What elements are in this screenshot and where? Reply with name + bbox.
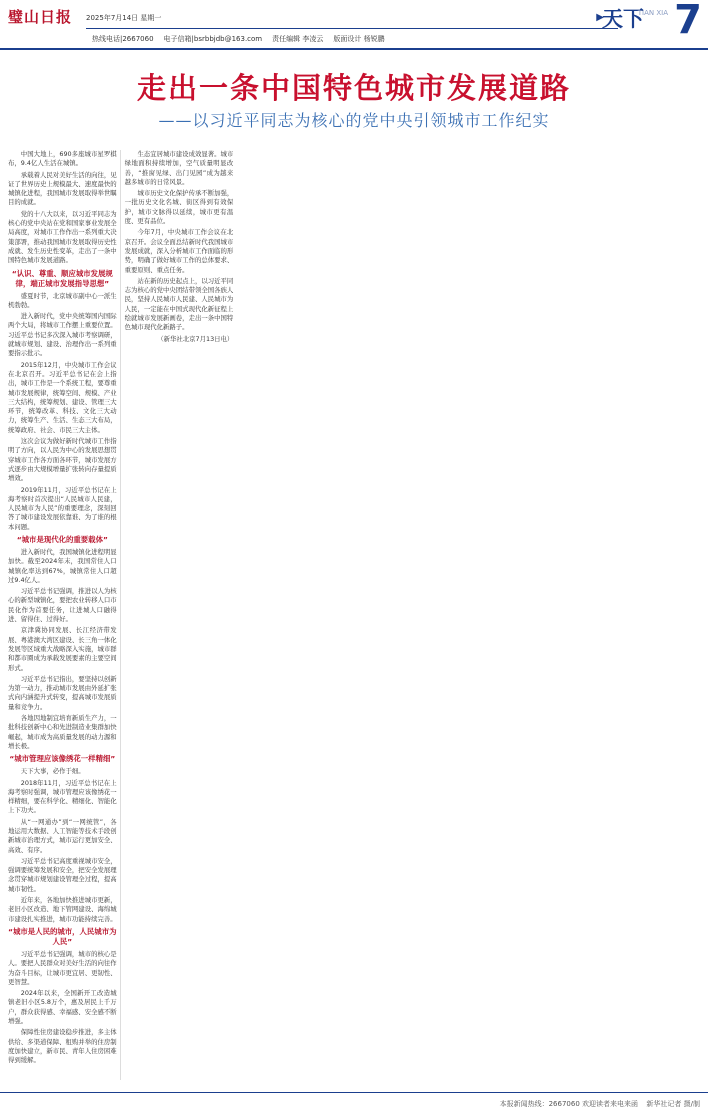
contact-info bbox=[92, 33, 385, 45]
section-heading: “城市管理应该像绣花一样精细” bbox=[9, 754, 116, 764]
masthead-divider bbox=[0, 48, 708, 50]
email: 电子信箱|bsrbbjdb@163.com bbox=[163, 35, 263, 43]
article-paragraph: 生态宜居城市建设成效显著。城市绿地面积持续增加，空气质量明显改善，“推窗见绿、出门见园”成为越来越多城市的日常风景。 bbox=[124, 150, 234, 186]
footer-credit: 新华社记者 摄/制 bbox=[646, 1100, 700, 1108]
article-paragraph: 站在新的历史起点上，以习近平同志为核心的党中央团结带领全国各族人民，坚持人民城市人民建、人民城市为人民，一定能在中国式现代化新征程上绘就城市发展新画卷，走出一条中国特色城市现代化新路子。 bbox=[124, 276, 234, 332]
section-heading: “城市是人民的城市，人民城市为人民” bbox=[8, 926, 117, 946]
article-paragraph: 2019年11月，习近平总书记在上海考察时首次提出“人民城市人民建，人民城市为人民”的重要理念，深刻回答了城市建设发展依靠谁、为了谁的根本问题。 bbox=[8, 485, 117, 531]
article-paragraph: 这次会议为做好新时代城市工作指明了方向，以人民为中心的发展思想贯穿城市工作各方面各环节，城市发展方式逐步由大规模增量扩张转向存量提质增效。 bbox=[8, 437, 117, 483]
footer-note: 本报新闻热线：2667060 欢迎读者来电来函 bbox=[499, 1100, 638, 1108]
subheadline: ——以习近平同志为核心的党中央引领城市工作纪实 bbox=[158, 111, 550, 130]
publication-date: 2025年7月14日 星期一 bbox=[86, 14, 162, 22]
page-footer bbox=[0, 1092, 708, 1117]
chevron-right-icon: ▶ bbox=[596, 12, 604, 23]
article-body bbox=[8, 150, 700, 1080]
article-paragraph: 京津冀协同发展、长江经济带发展、粤港澳大湾区建设、长三角一体化发展等区域重大战略深入实施，城市群和都市圈成为承载发展要素的主要空间形式。 bbox=[8, 626, 117, 672]
article-paragraph: 从“一网通办”到“一网统管”，各地运用大数据、人工智能等技术手段创新城市治理方式，城市运行更加安全、高效、有序。 bbox=[8, 817, 117, 854]
article-paragraph: 进入新时代，我国城镇化进程明显加快。截至2024年末，我国常住人口城镇化率达到67%，城镇常住人口超过9.4亿人。 bbox=[8, 547, 117, 584]
article-paragraph: 党的十八大以来，以习近平同志为核心的党中央站在党和国家事业发展全局高度，对城市工作作出一系列重大决策部署，推动我国城市发展取得历史性成就、发生历史性变革，走出了一条中国特色城市发展道路。 bbox=[8, 209, 117, 265]
article-paragraph: 承载着人民对美好生活的向往，见证了世界历史上规模最大、速度最快的城镇化进程，我国城市发展取得举世瞩目的成就。 bbox=[8, 170, 117, 207]
article-paragraph: 2015年12月，中央城市工作会议在北京召开。习近平总书记在会上指出，城市工作是一个系统工程，要尊重城市发展规律，统筹空间、规模、产业三大结构，统筹规划、建设、管理三大环节，统筹改革、科技、文化三大动力，统筹生产、生活、生态三大布局，统筹政府、社会、市民三大主体。 bbox=[8, 360, 117, 434]
article-paragraph: 盛夏时节，北京城市副中心一派生机勃勃。 bbox=[8, 291, 117, 309]
article-paragraph: 进入新时代，党中央统筹国内国际两个大局，将城市工作摆上重要位置。习近平总书记多次深入城市考察调研，就城市规划、建设、治理作出一系列重要指示批示。 bbox=[8, 312, 117, 358]
section-pinyin: TIAN XIA bbox=[637, 9, 668, 17]
article-paragraph: 2018年11月，习近平总书记在上海考察时强调，城市管理应该像绣花一样精细，要在科学化、精细化、智能化上下功夫。 bbox=[8, 778, 117, 815]
article-paragraph: 中国大地上，690多座城市星罗棋布，9.4亿人生活在城镇。 bbox=[8, 150, 117, 168]
newspaper-logo: 璧山日报 bbox=[8, 8, 73, 26]
article-paragraph: 2024年以来，全国新开工改造城镇老旧小区5.8万个，惠及居民上千万户，群众获得感、幸福感、安全感不断增强。 bbox=[8, 989, 117, 1026]
article-paragraph: 近年来，各地加快推进城市更新，老旧小区改造、地下管网建设、海绵城市建设扎实推进，城市功能持续完善。 bbox=[8, 896, 117, 923]
article-paragraph: 今年7月，中央城市工作会议在北京召开。会议全面总结新时代我国城市发展成就，深入分析城市工作面临的形势，明确了做好城市工作的总体要求、重要原则、重点任务。 bbox=[124, 228, 234, 274]
article-paragraph: 习近平总书记强调，城市的核心是人。要把人民群众对美好生活的向往作为奋斗目标，让城市更宜居、更韧性、更智慧。 bbox=[8, 949, 117, 986]
article-signature: （新华社北京7月13日电） bbox=[157, 334, 234, 343]
section-title: 天下 bbox=[602, 7, 644, 31]
article-paragraph: 习近平总书记指出，要坚持以创新为第一动力，推动城市发展由外延扩张式向内涵提升式转变，提高城市发展质量和竞争力。 bbox=[8, 674, 117, 711]
article-paragraph: 天下大事，必作于细。 bbox=[20, 767, 85, 776]
headline: 走出一条中国特色城市发展道路 bbox=[136, 71, 571, 105]
editor-credit: 责任编辑 李凌云 bbox=[272, 35, 324, 43]
article-paragraph: 各地因地制宜培育新质生产力，一批科技创新中心和先进制造业集群加快崛起，城市成为高质量发展的动力源和增长极。 bbox=[8, 714, 117, 750]
page-number: 7 bbox=[674, 0, 702, 43]
section-heading: “城市是现代化的重要载体” bbox=[16, 534, 108, 544]
article-paragraph: 城市历史文化保护传承不断加强，一批历史文化名城、街区得到有效保护，城市文脉得以延续，城市更有温度、更有品位。 bbox=[124, 189, 234, 226]
layout-credit: 版面设计 杨锐鹏 bbox=[333, 35, 385, 43]
article-paragraph: 习近平总书记强调，推进以人为核心的新型城镇化，要把农业转移人口市民化作为首要任务，让进城人口融得进、留得住、过得好。 bbox=[8, 587, 117, 624]
hotline: 热线电话|2667060 bbox=[92, 35, 154, 43]
article-paragraph: 习近平总书记高度重视城市安全，强调要统筹发展和安全，把安全发展理念贯穿城市规划建设管理全过程，提高城市韧性。 bbox=[8, 856, 117, 893]
section-heading: “认识、尊重、顺应城市发展规律，端正城市发展指导思想” bbox=[11, 268, 113, 288]
header-divider bbox=[86, 28, 618, 29]
article-paragraph: 保障性住房建设稳步推进，多主体供给、多渠道保障、租购并举的住房制度加快建立，新市民、青年人住房困难得到缓解。 bbox=[8, 1028, 117, 1065]
